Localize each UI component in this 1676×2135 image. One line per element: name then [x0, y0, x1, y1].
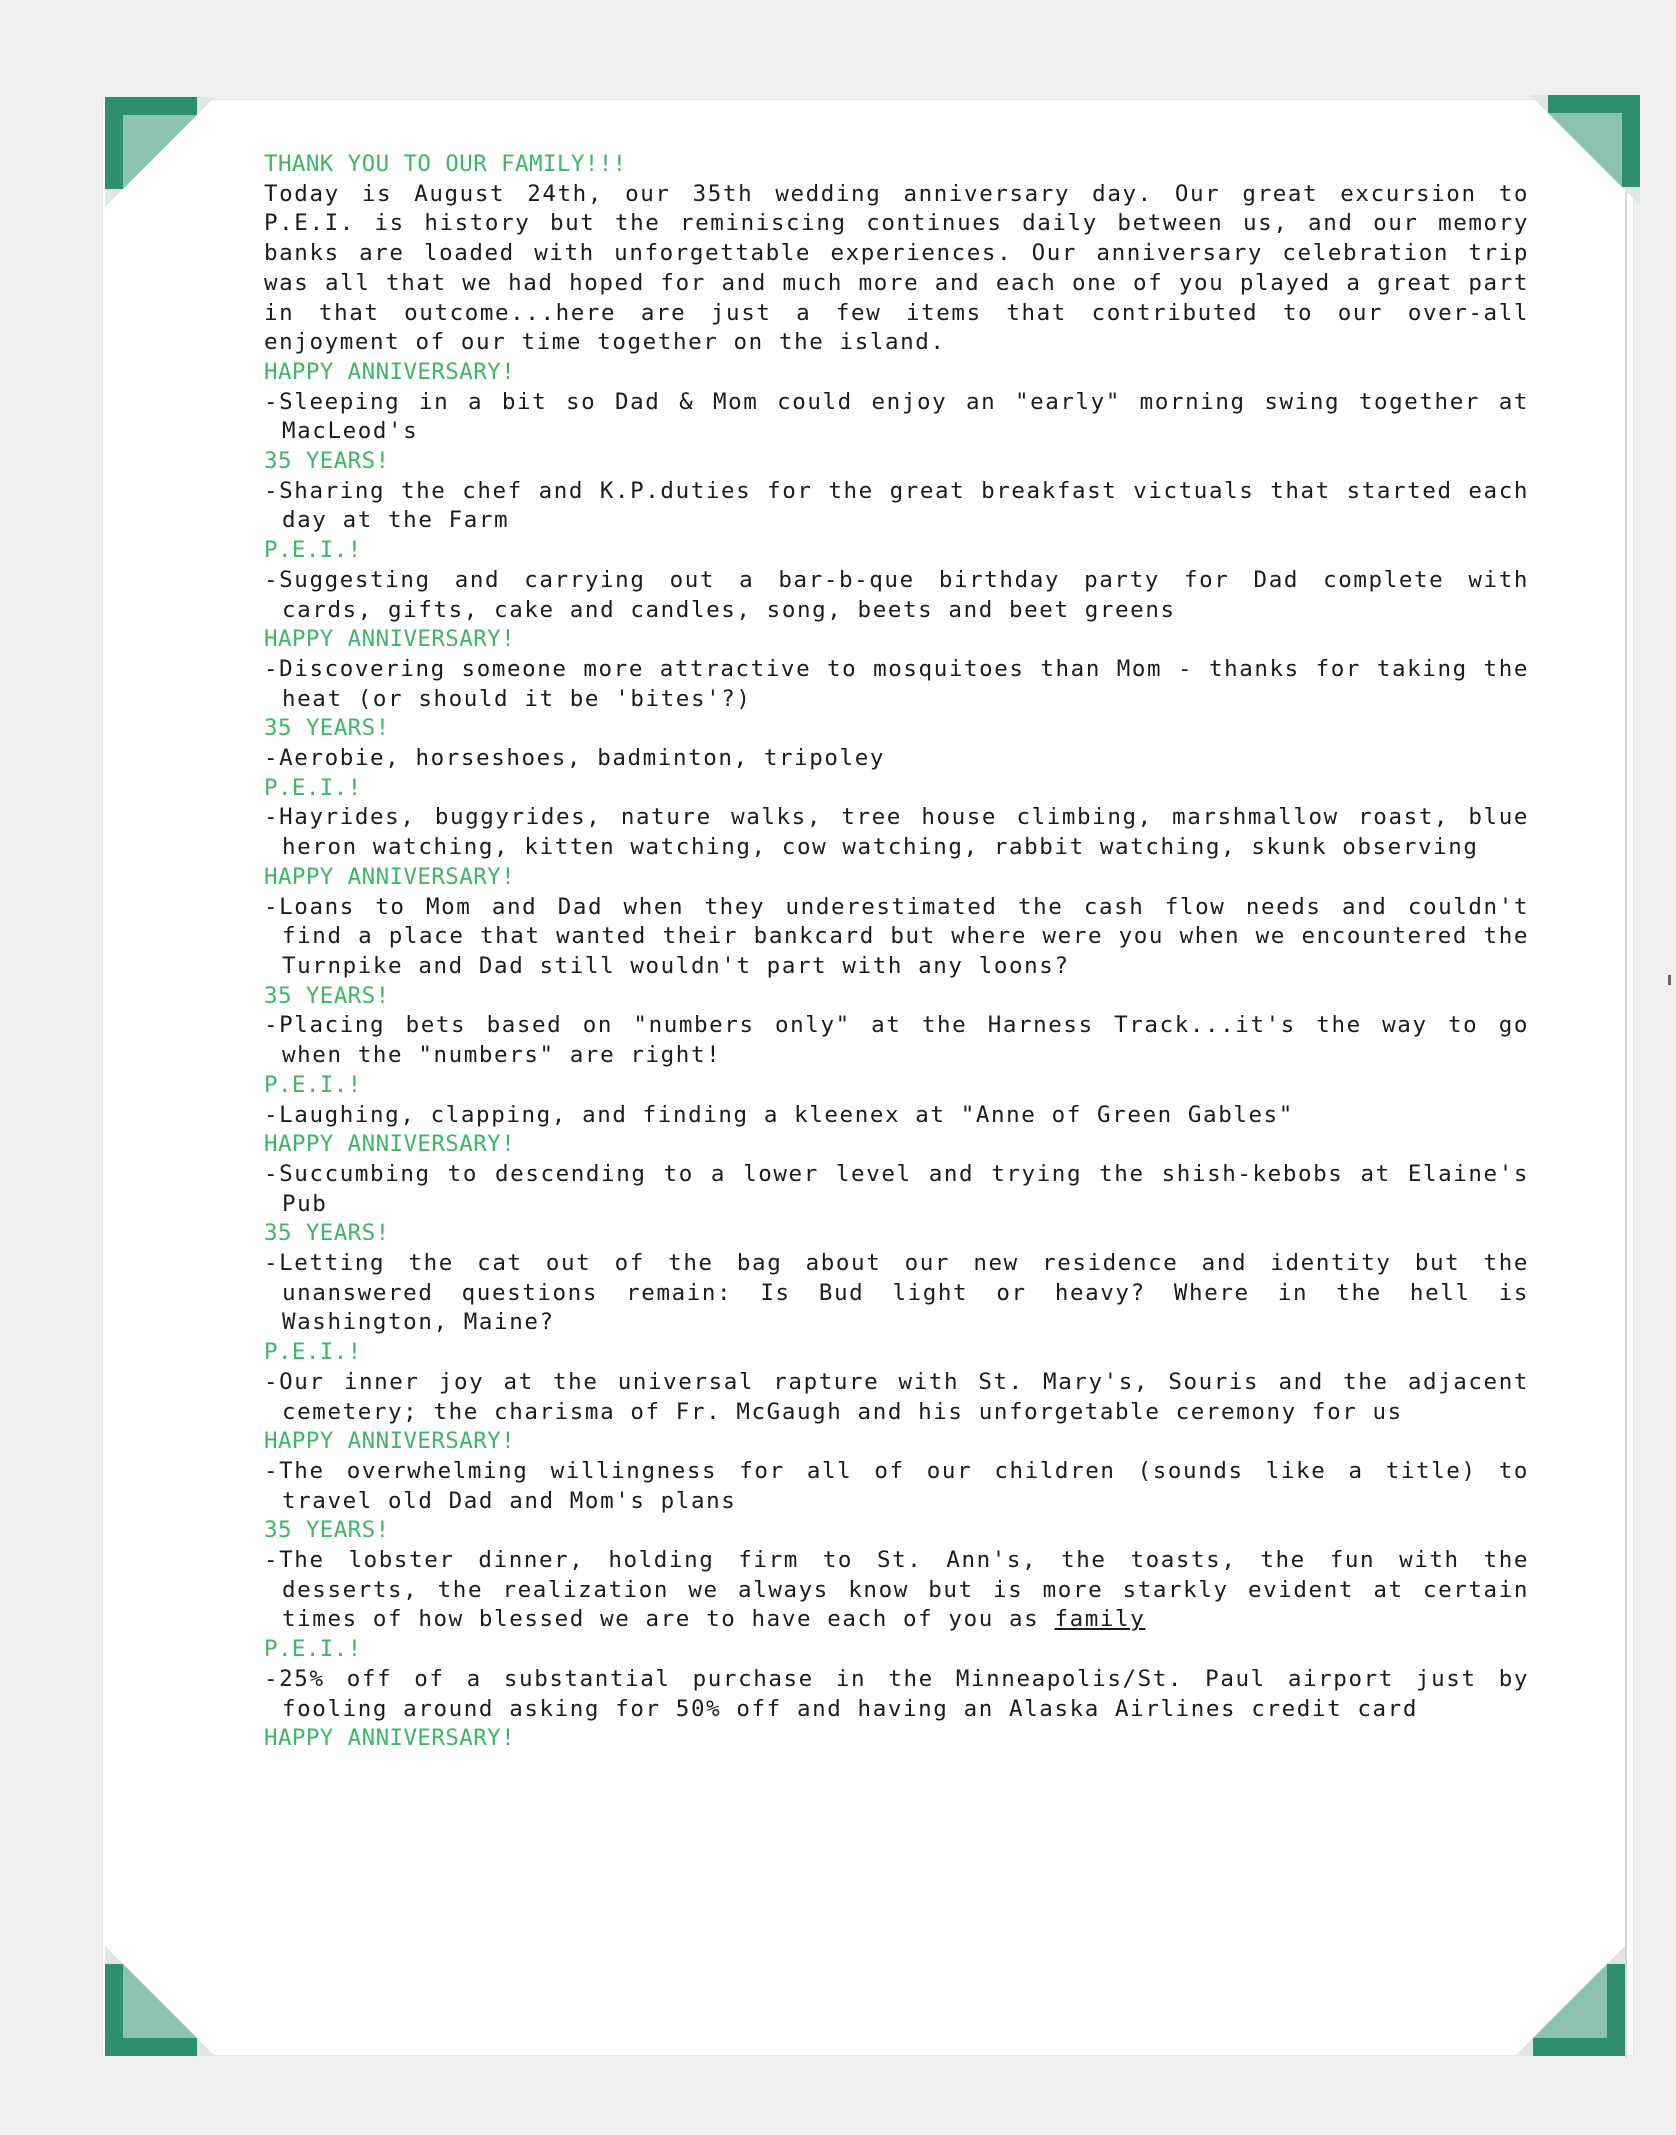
photo-corner-top-left: [105, 97, 215, 207]
section-heading: HAPPY ANNIVERSARY!: [264, 358, 516, 385]
section-heading: 35 YEARS!: [264, 982, 390, 1009]
list-item: -Succumbing to descending to a lower level and trying the shish-kebobs at Elaine's Pub: [264, 1160, 1529, 1217]
list-item: -Letting the cat out of the bag about our new residence and identity but the unanswered questions remain: Is Bud light or heavy? Where in the hell is Washington, Maine?: [264, 1250, 1529, 1336]
section-heading: P.E.I.!: [264, 774, 362, 801]
list-item: -The overwhelming willingness for all of our children (sounds like a title) to travel old Dad and Mom's plans: [264, 1457, 1529, 1514]
closing-heading: HAPPY ANNIVERSARY!: [264, 1725, 516, 1752]
photo-corner-bottom-right: [1515, 1946, 1625, 2056]
photo-corner-bottom-left: [105, 1946, 215, 2056]
list-item: -Loans to Mom and Dad when they underestimated the cash flow needs and couldn't find a place that wanted their bankcard but where were you when we encountered the Turnpike and Dad still wouldn't part with any loons?: [264, 893, 1529, 979]
list-item: -Placing bets based on "numbers only" at the Harness Track...it's the way to go when the "numbers" are right!: [264, 1012, 1529, 1069]
list-item: -25% off of a substantial purchase in the Minneapolis/St. Paul airport just by fooling around asking for 50% off and having an Alaska Airlines credit card: [264, 1665, 1529, 1722]
list-item: -Laughing, clapping, and finding a kleenex at "Anne of Green Gables": [264, 1101, 1294, 1128]
list-item: -Discovering someone more attractive to mosquitoes than Mom - thanks for taking the heat (or should it be 'bites'?): [264, 655, 1529, 712]
list-item: [264, 1546, 1529, 1635]
section-heading: 35 YEARS!: [264, 1220, 390, 1247]
section-heading: P.E.I.!: [264, 1636, 362, 1663]
photo-corner-top-right: [1530, 95, 1640, 205]
letter-body: [264, 150, 1529, 1754]
list-item: -Aerobie, horseshoes, badminton, tripoley: [264, 745, 885, 772]
section-heading: HAPPY ANNIVERSARY!: [264, 1428, 516, 1455]
letter-title: THANK YOU TO OUR FAMILY!!!: [264, 151, 627, 177]
margin-mark: [1668, 975, 1671, 985]
underlined-word: family: [1054, 1606, 1146, 1633]
intro-paragraph: Today is August 24th, our 35th wedding anniversary day. Our great excursion to P.E.I. is history but the reminiscing continues daily between us, and our memory banks are loaded with unforgettable experiences. Our anniversary celebration trip was all that we had hoped for and much more and each one of you played a great part in that outcome...here are just a few items that contributed to our over-all enjoyment of our time together on the island.: [264, 180, 1529, 356]
section-heading: HAPPY ANNIVERSARY!: [264, 863, 516, 890]
section-heading: HAPPY ANNIVERSARY!: [264, 1131, 516, 1158]
section-heading: P.E.I.!: [264, 537, 362, 564]
section-heading: 35 YEARS!: [264, 715, 390, 742]
section-heading: 35 YEARS!: [264, 1517, 390, 1544]
section-heading: 35 YEARS!: [264, 448, 390, 475]
list-item-text: -The lobster dinner, holding firm to St. Ann's, the toasts, the fun with the desserts, the realization we always know but is more starkly evident at certain times of how blessed we are to have each of you as: [264, 1547, 1529, 1633]
list-item: -Suggesting and carrying out a bar-b-que birthday party for Dad complete with cards, gifts, cake and candles, song, beets and beet greens: [264, 566, 1529, 623]
list-item: -Sleeping in a bit so Dad & Mom could enjoy an "early" morning swing together at MacLeod's: [264, 388, 1529, 445]
list-item: -Our inner joy at the universal rapture with St. Mary's, Souris and the adjacent cemetery; the charisma of Fr. McGaugh and his unforgetable ceremony for us: [264, 1368, 1529, 1425]
list-item: -Hayrides, buggyrides, nature walks, tree house climbing, marshmallow roast, blue heron watching, kitten watching, cow watching, rabbit watching, skunk observing: [264, 804, 1529, 861]
section-heading: P.E.I.!: [264, 1339, 362, 1366]
section-heading: P.E.I.!: [264, 1071, 362, 1098]
page-edge: [1625, 98, 1627, 2058]
section-heading: HAPPY ANNIVERSARY!: [264, 626, 516, 653]
list-item: -Sharing the chef and K.P.duties for the great breakfast victuals that started each day at the Farm: [264, 477, 1529, 534]
